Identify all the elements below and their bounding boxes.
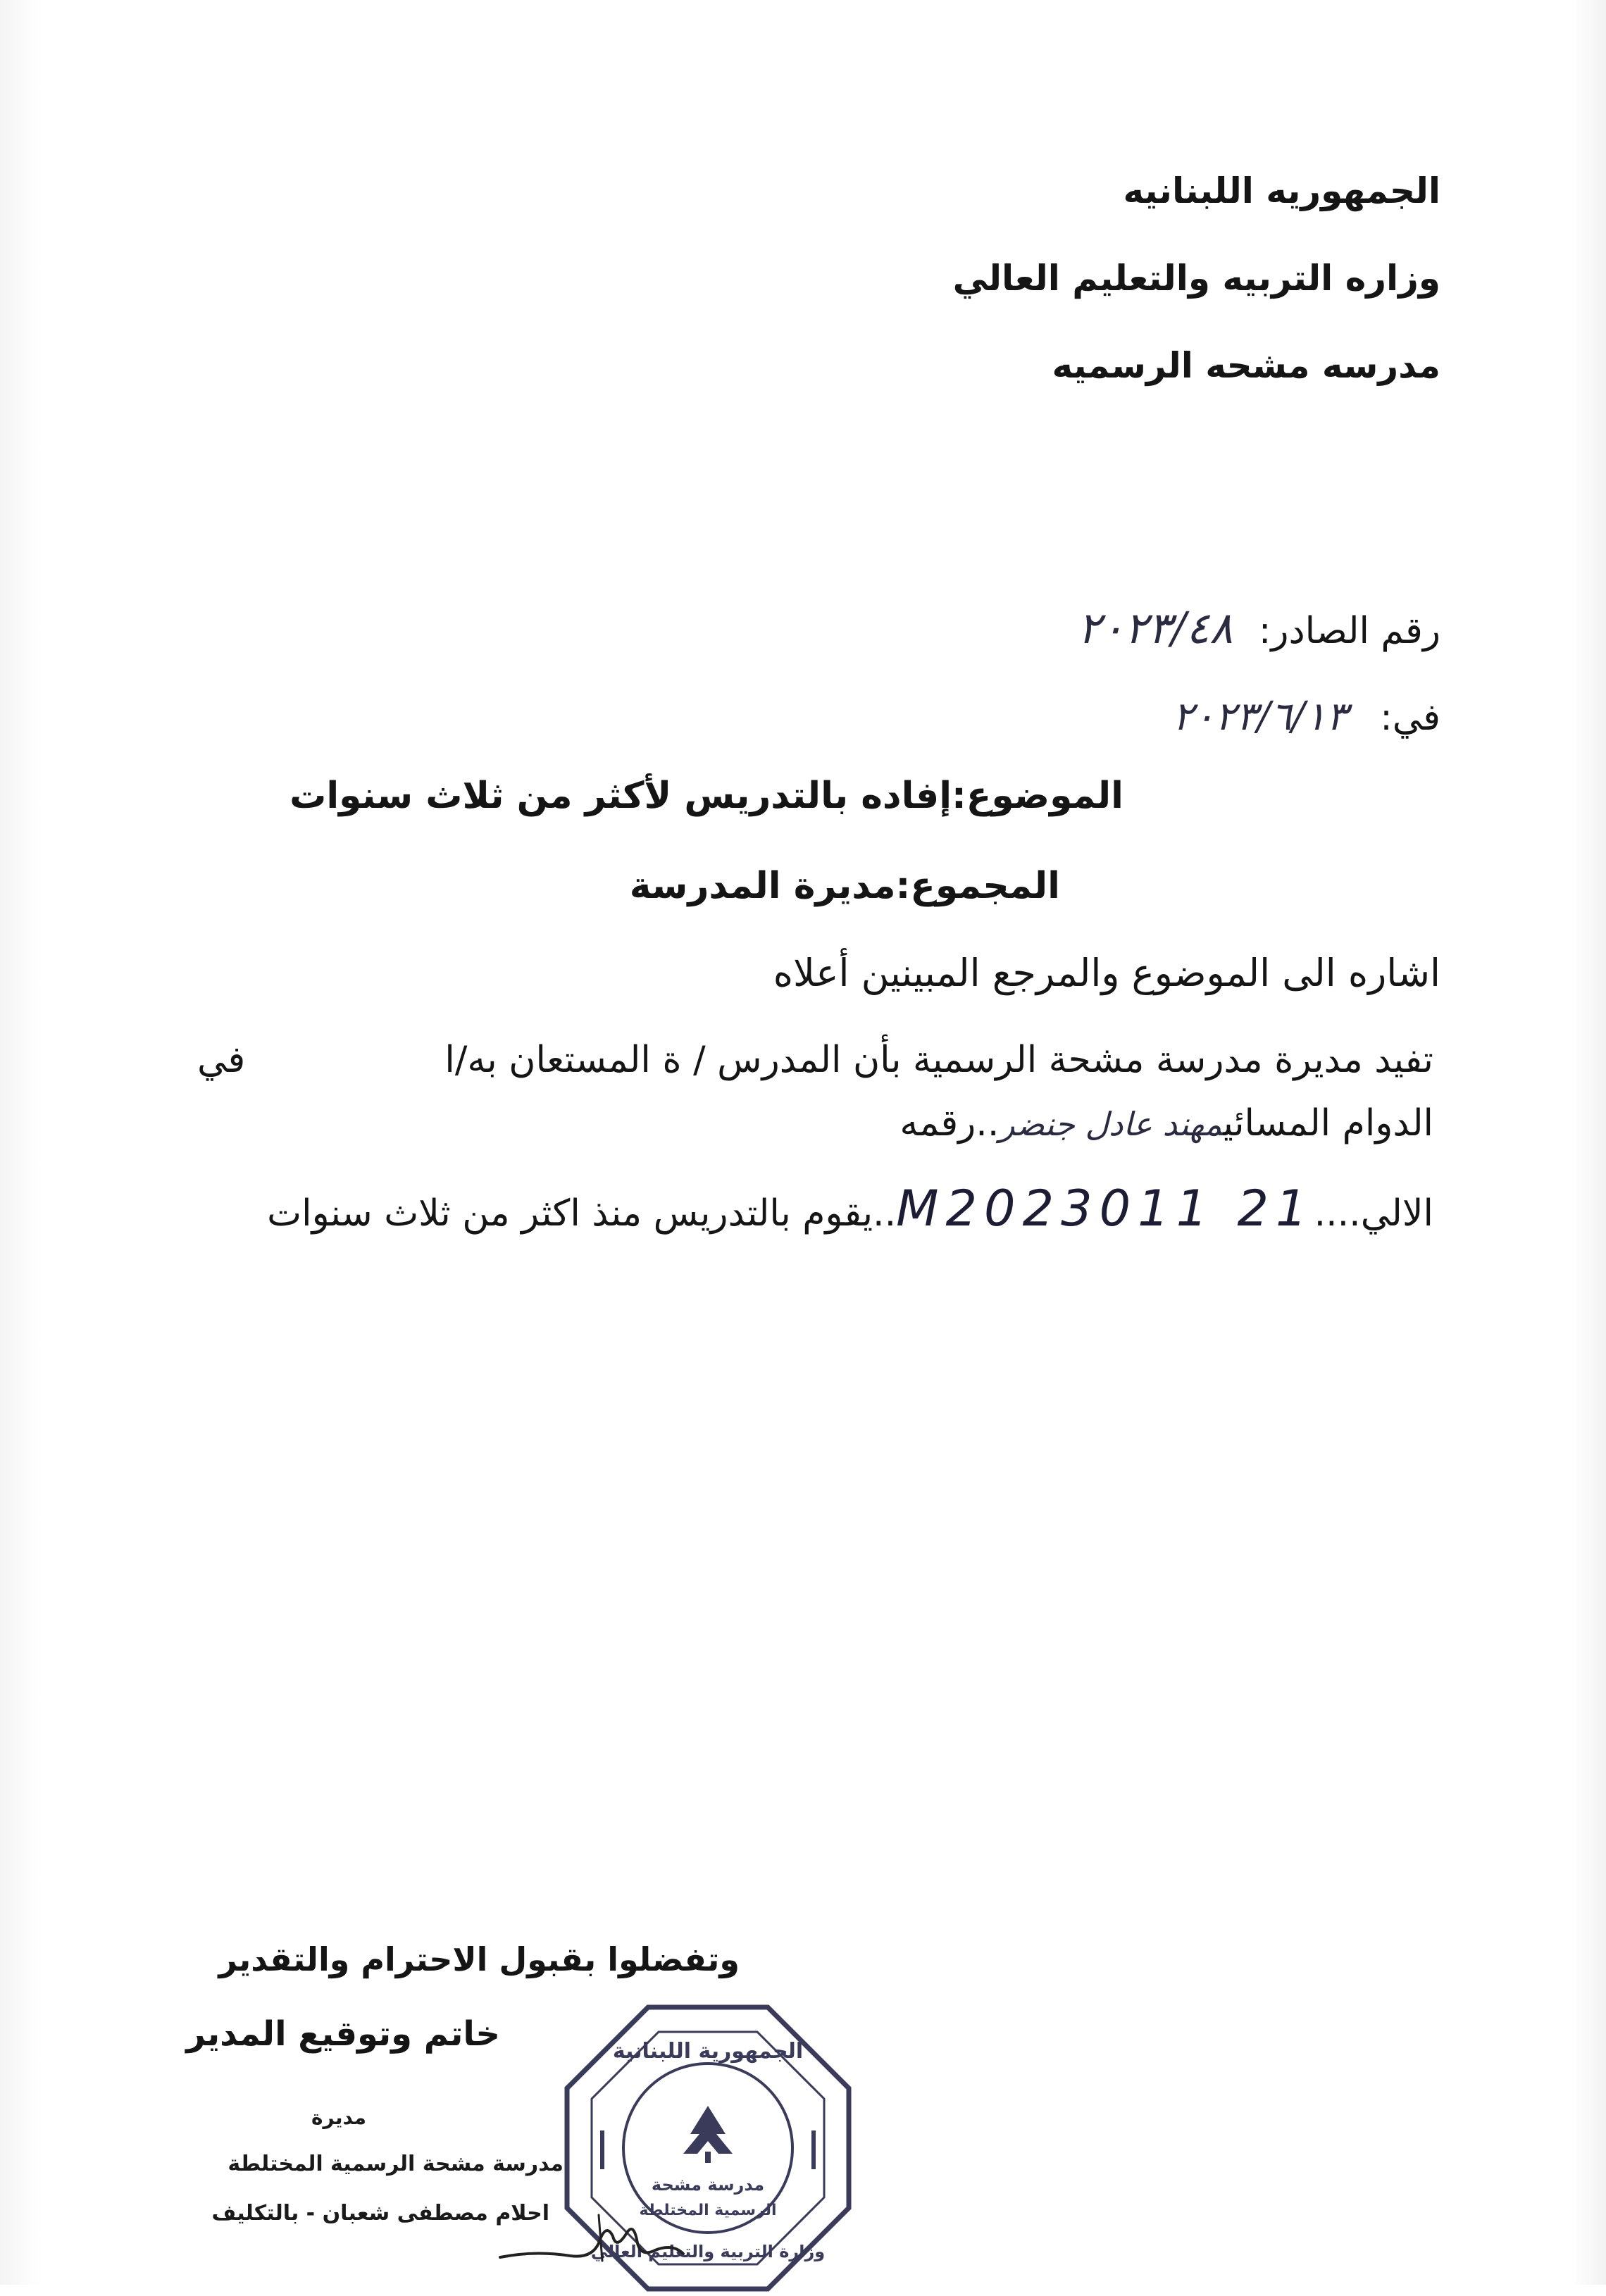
header-republic: الجمهوريه اللبنانيه [1123,170,1440,211]
reference-number-label: رقم الصادر: [1258,610,1440,652]
body-line-2-main: الدوام المسائي [1223,1102,1433,1144]
body-line-1: تفيد مديرة مدرسة مشحة الرسمية بأن المدرس / ة المستعان به/ا [444,1039,1433,1081]
reference-number [1078,602,1440,654]
stamp-school: مدرسة مشحة الرسمية المختلطة [228,2152,564,2176]
reference-date-label: في: [1380,697,1440,739]
body-line-1-end: في [197,1039,246,1081]
reference-number-value: ٢٠٢٣/٤٨ [1077,602,1233,654]
seal-ring-bottom: وزارة التربية والتعليم العالي [590,2242,826,2261]
body-line-2-end: ..رقمه [900,1102,1000,1144]
header-school: مدرسه مشحه الرسميه [1052,345,1440,386]
body-line-3-end: ..يقوم بالتدريس منذ اكثر من ثلاث سنوات [267,1192,897,1235]
header-ministry: وزاره التربيه والتعليم العالي [952,258,1440,299]
handwritten-signature [493,2194,690,2271]
reference-date-value: ٢٠٢٣/٦/١٣ [1172,694,1347,740]
reference-date [1172,694,1440,740]
stamp-title: مديرة [311,2106,366,2129]
body-line-3-start: الالي.... [1314,1192,1433,1235]
seal-ring-top: الجمهورية اللبنانية [612,2039,804,2064]
closing-regards: وتفضلوا بقبول الاحترام والتقدير [218,1940,740,1978]
reference-line: اشاره الى الموضوع والمرجع المبينين أعلاه [773,951,1440,995]
stamp-name: احلام مصطفى شعبان - بالتكليف [211,2201,549,2226]
letter-recipient: المجموع:مديرة المدرسة [629,865,1060,907]
seal-inner-line1: مدرسة مشحة [651,2175,765,2195]
teacher-number: M2023011 21 [896,1180,1314,1237]
letter-subject: الموضوع:إفاده بالتدريس لأكثر من ثلاث سنوات [290,775,1123,817]
teacher-name: مهند عادل جنضر [999,1105,1224,1143]
body-line-2 [900,1102,1433,1144]
seal-inner-line2: الرسمية المختلطة [639,2202,777,2219]
cedar-icon [683,2106,733,2154]
signature-label: خاتم وتوقيع المدير [186,2014,500,2054]
body-line-3 [267,1180,1433,1237]
